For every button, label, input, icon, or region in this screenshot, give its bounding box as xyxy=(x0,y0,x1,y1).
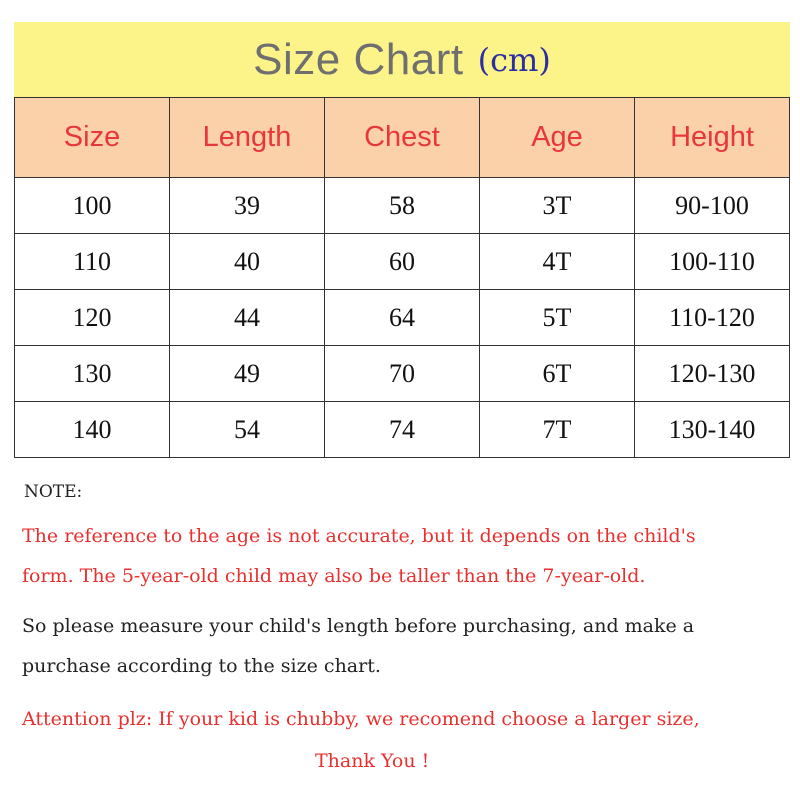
cell-size: 130 xyxy=(15,346,170,402)
header-height: Height xyxy=(635,98,790,178)
cell-height: 90-100 xyxy=(635,178,790,234)
cell-age: 4T xyxy=(480,234,635,290)
title-band xyxy=(14,22,790,97)
thank-you-text: Thank You ! xyxy=(315,750,430,772)
cell-length: 54 xyxy=(170,402,325,458)
table-row xyxy=(15,234,790,290)
unit-label: (cm) xyxy=(477,40,551,79)
note-age-disclaimer: The reference to the age is not accurate, but it depends on the child's xyxy=(22,525,696,547)
cell-age: 6T xyxy=(480,346,635,402)
cell-chest: 64 xyxy=(325,290,480,346)
cell-length: 39 xyxy=(170,178,325,234)
note-measure-cont: purchase according to the size chart. xyxy=(22,655,381,677)
page-title: Size Chart xyxy=(253,34,464,84)
header-length: Length xyxy=(170,98,325,178)
table-row xyxy=(15,346,790,402)
cell-age: 5T xyxy=(480,290,635,346)
header-chest: Chest xyxy=(325,98,480,178)
cell-chest: 60 xyxy=(325,234,480,290)
header-age: Age xyxy=(480,98,635,178)
cell-chest: 70 xyxy=(325,346,480,402)
cell-chest: 74 xyxy=(325,402,480,458)
cell-height: 110-120 xyxy=(635,290,790,346)
cell-length: 44 xyxy=(170,290,325,346)
note-attention: Attention plz: If your kid is chubby, we recomend choose a larger size, xyxy=(22,708,700,730)
cell-size: 120 xyxy=(15,290,170,346)
cell-chest: 58 xyxy=(325,178,480,234)
table-row xyxy=(15,402,790,458)
note-measure: So please measure your child's length before purchasing, and make a xyxy=(22,615,695,637)
table-row xyxy=(15,290,790,346)
cell-height: 130-140 xyxy=(635,402,790,458)
cell-length: 49 xyxy=(170,346,325,402)
cell-height: 100-110 xyxy=(635,234,790,290)
cell-size: 100 xyxy=(15,178,170,234)
cell-size: 140 xyxy=(15,402,170,458)
cell-length: 40 xyxy=(170,234,325,290)
note-age-disclaimer-cont: form. The 5-year-old child may also be taller than the 7-year-old. xyxy=(22,565,646,587)
cell-height: 120-130 xyxy=(635,346,790,402)
size-chart-table xyxy=(14,97,790,458)
table-row xyxy=(15,178,790,234)
table-header-row xyxy=(15,98,790,178)
header-size: Size xyxy=(15,98,170,178)
cell-size: 110 xyxy=(15,234,170,290)
cell-age: 7T xyxy=(480,402,635,458)
cell-age: 3T xyxy=(480,178,635,234)
note-label: NOTE: xyxy=(24,482,83,502)
